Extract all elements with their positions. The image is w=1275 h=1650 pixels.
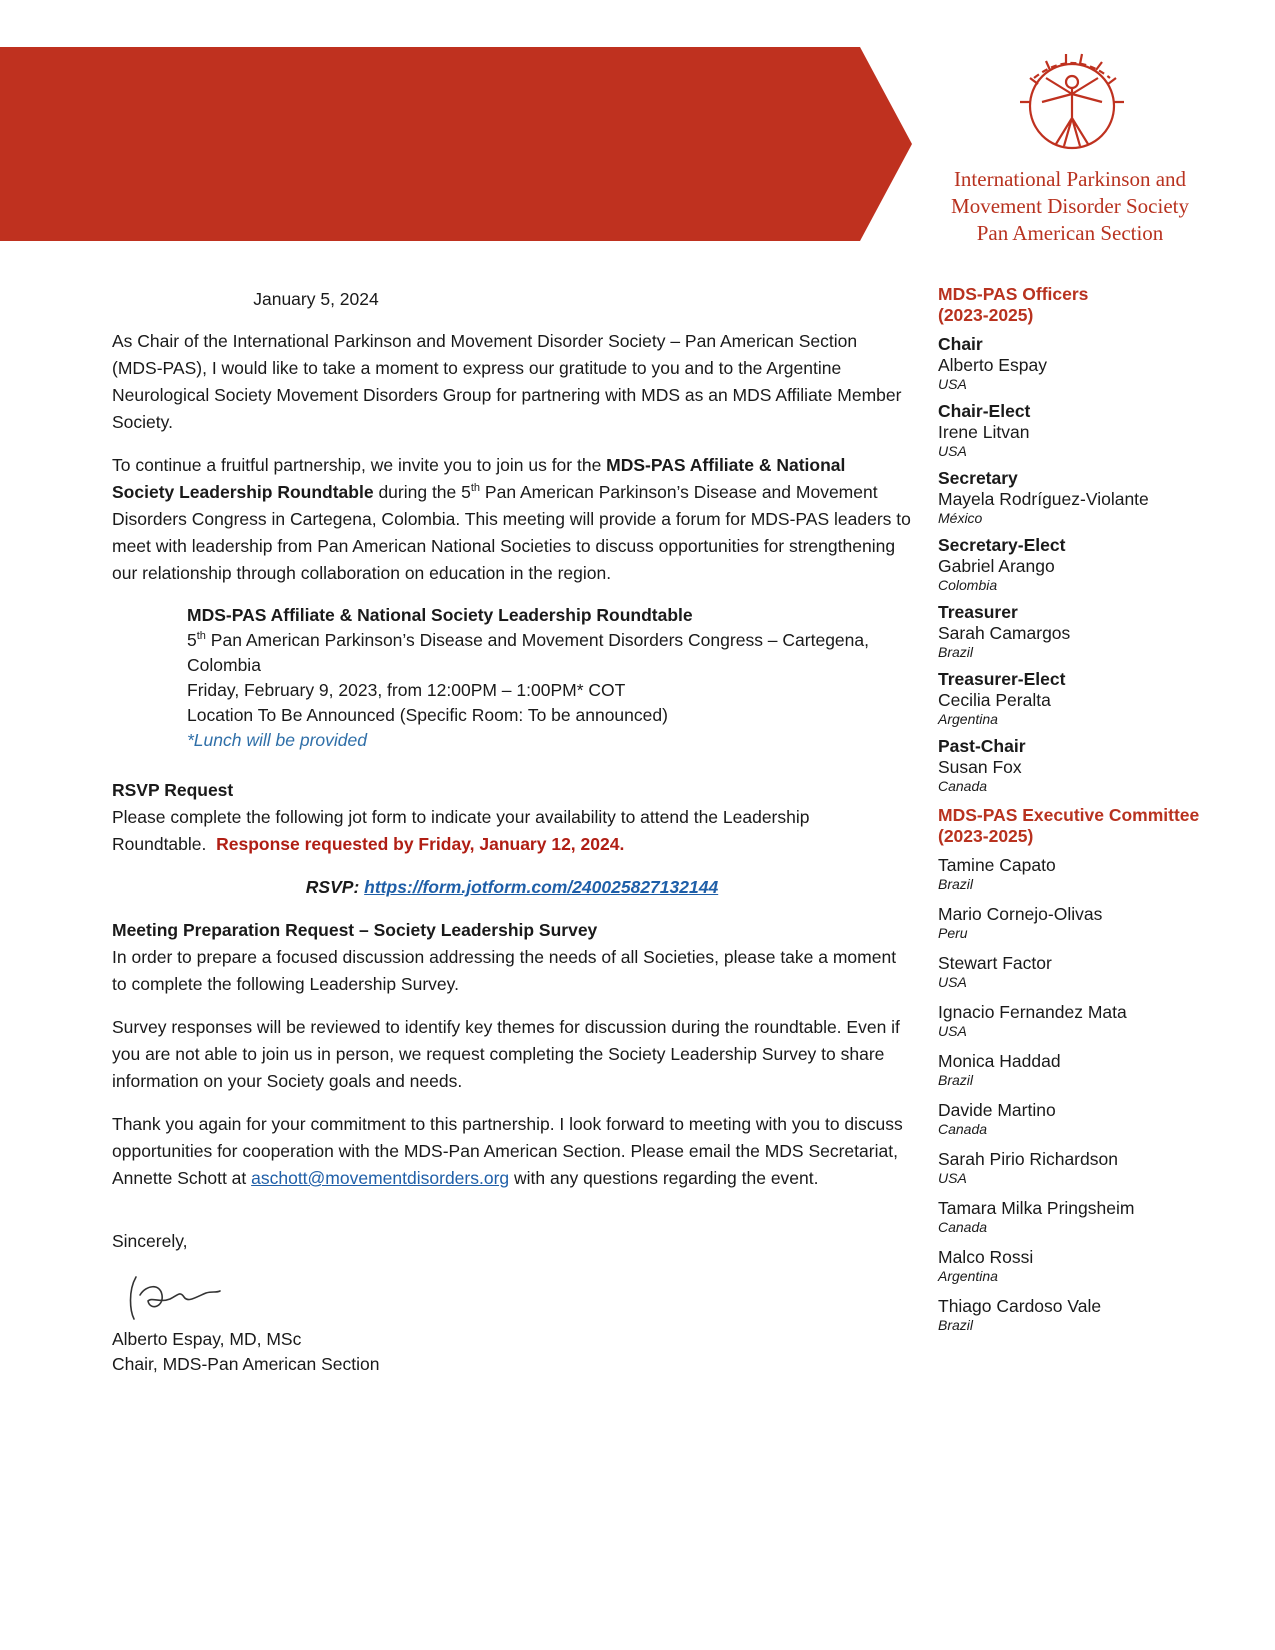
officer-name: Mayela Rodríguez-Violante [938,489,1149,509]
officer-name: Cecilia Peralta [938,690,1051,710]
officer-role: Chair [938,334,983,354]
member-name: Davide Martino [938,1100,1056,1120]
officer-role: Secretary-Elect [938,535,1066,555]
officer-entry [938,535,1258,594]
member-name: Thiago Cardoso Vale [938,1296,1102,1316]
secretariat-email-link[interactable]: aschott@movementdisorders.org [251,1168,510,1188]
paragraph-invitation: To continue a fruitful partnership, we invite you to join us for the MDS-PAS Affiliate & National Society Leadership Roundtable during the 5th Pan American Parkinson’s Disease and Movement Disorders Congress in Cartegena, Colombia. This meeting will provide a forum for MDS-PAS leaders to meet with leadership from Pan American National Societies to discuss opportunities for strengthening our relationship through collaboration on education in the region. [112,455,911,583]
committee-member-entry [938,1198,1258,1236]
officer-country: Colombia [938,577,998,593]
officers-list [938,334,1258,795]
signer-block [112,1327,912,1377]
rsvp-link-line: RSVP: https://form.jotform.com/240025827132144 [305,877,719,897]
sign-off: Sincerely, [112,1231,188,1251]
officers-heading: MDS-PAS Officers (2023-2025) [938,284,1089,325]
officer-role: Chair-Elect [938,401,1031,421]
signer-name: Alberto Espay, MD, MSc [112,1329,302,1349]
committee-member-entry [938,1296,1258,1334]
officer-entry [938,736,1258,795]
member-country: Canada [938,1121,988,1137]
member-name: Tamine Capato [938,855,1056,875]
organization-name [930,166,1210,247]
member-country: Canada [938,1219,988,1235]
officer-entry [938,401,1258,460]
rsvp-deadline: Response requested by Friday, January 12, 2024. [216,834,625,854]
officer-role: Treasurer-Elect [938,669,1066,689]
officer-country: México [938,510,983,526]
rsvp-heading: RSVP Request [112,780,234,800]
officer-country: USA [938,443,967,459]
officer-role: Treasurer [938,602,1018,622]
officer-country: USA [938,376,967,392]
org-name-line-2: Movement Disorder Society [951,194,1189,218]
officer-entry [938,669,1258,728]
committee-member-entry [938,1051,1258,1089]
officer-name: Gabriel Arango [938,556,1055,576]
survey-paragraph: In order to prepare a focused discussion addressing the needs of all Societies, please take a moment to complete the following Leadership Survey. [112,947,897,994]
committee-member-entry [938,855,1258,893]
letter-body [112,286,912,1377]
officer-name: Sarah Camargos [938,623,1071,643]
officer-role: Secretary [938,468,1018,488]
header-banner [0,47,912,241]
member-name: Stewart Factor [938,953,1052,973]
event-details [187,603,912,753]
letter-date: January 5, 2024 [253,289,379,309]
paragraph-intro: As Chair of the International Parkinson and Movement Disorder Society – Pan American Section (MDS-PAS), I would like to take a moment to express our gratitude to you and to the Argentine Neurological Society Movement Disorders Group for partnering with MDS as an MDS Affiliate Member Society. [112,331,902,432]
officer-country: Argentina [938,711,998,727]
vitruvian-figure-gear-icon [1012,44,1132,164]
member-name: Monica Haddad [938,1051,1061,1071]
member-country: Brazil [938,1317,974,1333]
officer-country: Brazil [938,644,974,660]
member-country: USA [938,1023,967,1039]
executive-committee-heading: MDS-PAS Executive Committee (2023-2025) [938,805,1200,846]
event-location: Location To Be Announced (Specific Room: To be announced) [187,705,668,725]
member-name: Ignacio Fernandez Mata [938,1002,1127,1022]
committee-member-entry [938,1247,1258,1285]
member-country: Peru [938,925,968,941]
member-name: Tamara Milka Pringsheim [938,1198,1135,1218]
event-title: MDS-PAS Affiliate & National Society Leadership Roundtable [187,605,693,625]
signature-image [126,1267,226,1323]
survey-responses-paragraph: Survey responses will be reviewed to identify key themes for discussion during the roundtable. Even if you are not able to join us in person, we request completing the Society Leadership Survey to share information on your Society goals and needs. [112,1017,900,1091]
executive-committee-list [938,855,1258,1334]
officer-entry [938,602,1258,661]
member-name: Sarah Pirio Richardson [938,1149,1118,1169]
committee-member-entry [938,953,1258,991]
officer-entry [938,468,1258,527]
member-country: USA [938,1170,967,1186]
thanks-paragraph: Thank you again for your commitment to this partnership. I look forward to meeting with you to discuss opportunities for cooperation with the MDS-Pan American Section. Please email the MDS Secretariat, Annette Schott at aschott@movementdisorders.org with any questions regarding the event. [112,1114,903,1188]
org-name-line-3: Pan American Section [976,221,1164,245]
member-country: Brazil [938,876,974,892]
sidebar-leadership [938,284,1258,1345]
committee-member-entry [938,1149,1258,1187]
event-congress: 5th Pan American Parkinson’s Disease and Movement Disorders Congress – Cartegena, Colombia [187,630,869,675]
rsvp-paragraph: Please complete the following jot form to indicate your availability to attend the Leadership Roundtable. Response requested by Friday, January 12, 2024. [112,807,810,854]
member-country: Argentina [938,1268,998,1284]
event-lunch-note: *Lunch will be provided [187,730,367,750]
event-datetime: Friday, February 9, 2023, from 12:00PM – 1:00PM* COT [187,680,626,700]
org-name-line-1: International Parkinson and [953,167,1187,191]
rsvp-form-link[interactable]: https://form.jotform.com/240025827132144 [364,877,719,897]
member-name: Malco Rossi [938,1247,1034,1267]
member-name: Mario Cornejo-Olivas [938,904,1103,924]
officer-name: Susan Fox [938,757,1022,777]
officer-entry [938,334,1258,393]
officer-country: Canada [938,778,988,794]
member-country: USA [938,974,967,990]
officer-role: Past-Chair [938,736,1026,756]
survey-heading: Meeting Preparation Request – Society Leadership Survey [112,920,598,940]
member-country: Brazil [938,1072,974,1088]
committee-member-entry [938,1100,1258,1138]
officer-name: Irene Litvan [938,422,1030,442]
officer-name: Alberto Espay [938,355,1047,375]
committee-member-entry [938,904,1258,942]
signer-title: Chair, MDS-Pan American Section [112,1354,380,1374]
committee-member-entry [938,1002,1258,1040]
